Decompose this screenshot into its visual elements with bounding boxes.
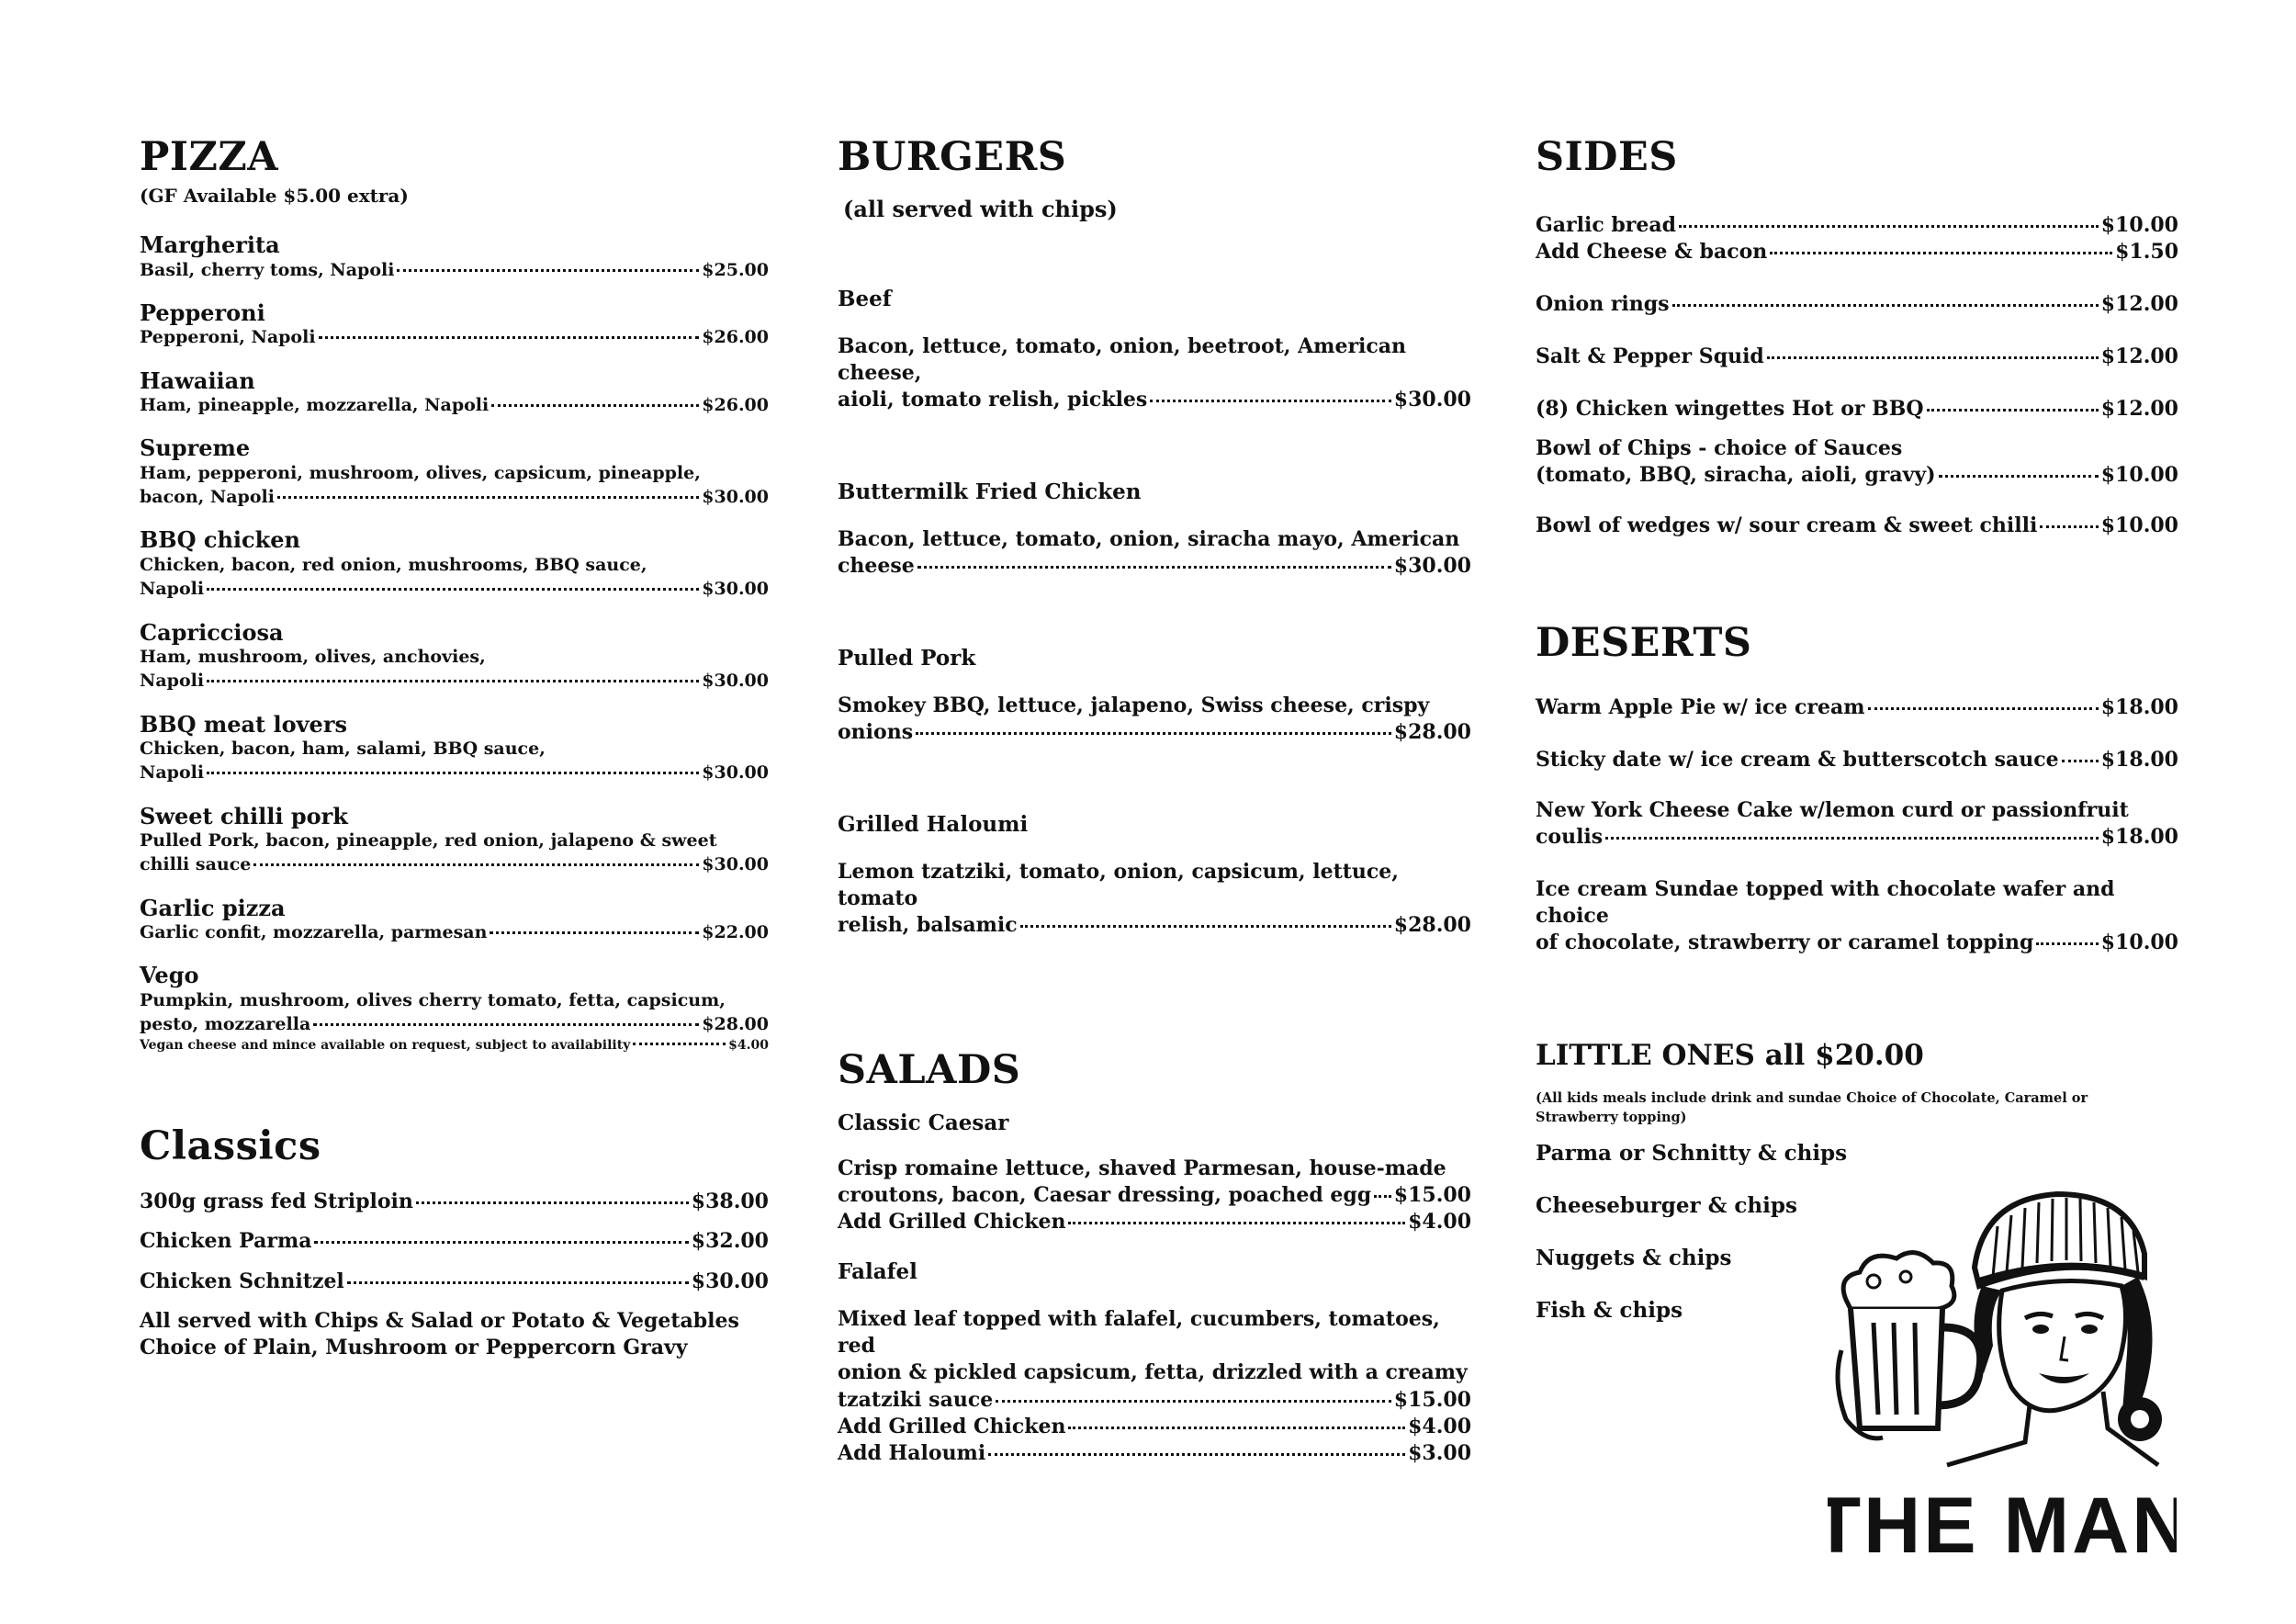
item-price: $18.00 bbox=[2100, 825, 2178, 850]
desc-line: Pumpkin, mushroom, olives cherry tomato, fetta, capsicum, bbox=[140, 990, 726, 1010]
desc-text: Napoli bbox=[140, 579, 205, 600]
item-price: $15.00 bbox=[1393, 1387, 1471, 1412]
column-pizza-classics bbox=[140, 134, 769, 1361]
leader-dots bbox=[319, 336, 700, 339]
desc-line: Ham, mushroom, olives, anchovies, bbox=[140, 647, 486, 668]
item-price: $30.00 bbox=[702, 671, 769, 692]
desc-line: Crisp romaine lettuce, shaved Parmesan, house-made bbox=[838, 1156, 1446, 1181]
desc-text: onions bbox=[838, 720, 914, 745]
desc-line: Smokey BBQ, lettuce, jalapeno, Swiss cheese, crispy bbox=[838, 694, 1430, 718]
desc-text: relish, balsamic bbox=[838, 913, 1018, 938]
desc-last-line bbox=[140, 669, 769, 693]
item-price: $22.00 bbox=[702, 922, 769, 943]
item-price: $30.00 bbox=[702, 854, 769, 875]
item-price: $30.00 bbox=[702, 487, 769, 508]
desc-last-line bbox=[838, 1387, 1471, 1414]
leader-dots bbox=[1672, 304, 2099, 307]
vegan-note-price: $4.00 bbox=[728, 1038, 769, 1054]
menu-item bbox=[1536, 396, 2178, 423]
item-price: $10.00 bbox=[2100, 513, 2178, 538]
falafel-name: Falafel bbox=[838, 1259, 917, 1285]
the-man-logo bbox=[1828, 1190, 2177, 1557]
kids-item: Fish & chips bbox=[1536, 1297, 1683, 1323]
item-price: $30.00 bbox=[1393, 554, 1471, 579]
leader-dots bbox=[207, 772, 699, 774]
item-price: $10.00 bbox=[2100, 930, 2178, 955]
add-on-price: $4.00 bbox=[1408, 1210, 1471, 1235]
leader-dots bbox=[1868, 707, 2099, 710]
column-sides-deserts bbox=[1536, 134, 2178, 1323]
leader-dots bbox=[2040, 525, 2098, 528]
item-name: Onion rings bbox=[1536, 292, 1670, 317]
menu-item bbox=[1536, 435, 2178, 489]
leader-dots bbox=[917, 566, 1391, 569]
burgers-note: (all served with chips) bbox=[843, 196, 1118, 222]
desc-last-line bbox=[140, 325, 769, 349]
classics-note-1: All served with Chips & Salad or Potato & Vegetables bbox=[140, 1308, 739, 1333]
burger-desc bbox=[838, 859, 1471, 939]
pizza-name: Garlic pizza bbox=[140, 894, 286, 921]
desc-last-line bbox=[1536, 930, 2178, 956]
leader-dots bbox=[996, 1400, 1391, 1403]
burger-desc bbox=[838, 333, 1471, 413]
menu-item bbox=[1536, 694, 2178, 721]
pizza-item bbox=[140, 435, 769, 509]
desc-text: Pepperoni, Napoli bbox=[140, 327, 316, 348]
burger-item bbox=[838, 646, 1471, 746]
desc-text: Napoli bbox=[140, 671, 205, 692]
add-on-row bbox=[838, 1440, 1471, 1467]
leader-dots bbox=[1605, 837, 2099, 840]
pizza-name: Pepperoni bbox=[140, 299, 265, 326]
desc-text: Ham, pineapple, mozzarella, Napoli bbox=[140, 395, 490, 416]
kids-item: Cheeseburger & chips bbox=[1536, 1192, 1797, 1218]
item-price: $10.00 bbox=[2100, 463, 2178, 488]
leader-dots bbox=[253, 863, 699, 866]
menu-item bbox=[1536, 747, 2178, 773]
pizza-gf-note: (GF Available $5.00 extra) bbox=[140, 185, 409, 207]
desc-line: Bowl of Chips - choice of Sauces bbox=[1536, 436, 1903, 461]
kids-item: Nuggets & chips bbox=[1536, 1245, 1732, 1270]
burger-item bbox=[838, 287, 1471, 413]
desc-text: of chocolate, strawberry or caramel topping bbox=[1536, 930, 2034, 955]
desc-text: cheese bbox=[838, 554, 915, 579]
pizza-item bbox=[140, 368, 769, 418]
desc-last-line bbox=[838, 719, 1471, 746]
leader-dots bbox=[491, 404, 699, 407]
add-on-price: $1.50 bbox=[2115, 240, 2178, 265]
desc-last-line bbox=[838, 387, 1471, 413]
desc-text: Napoli bbox=[140, 762, 205, 784]
leader-dots bbox=[1939, 475, 2099, 478]
item-name: Sticky date w/ ice cream & butterscotch sauce bbox=[1536, 748, 2059, 773]
desc-line: Bacon, lettuce, tomato, onion, beetroot, American cheese, bbox=[838, 334, 1407, 386]
deserts-list bbox=[1536, 694, 2178, 956]
pizza-item bbox=[140, 232, 769, 282]
menu-item bbox=[1536, 291, 2178, 318]
desc-text: croutons, bacon, Caesar dressing, poached egg bbox=[838, 1183, 1372, 1208]
item-name: Salt & Pepper Squid bbox=[1536, 344, 1764, 369]
desc-last-line bbox=[838, 553, 1471, 580]
desc-line: Bacon, lettuce, tomato, onion, siracha mayo, American bbox=[838, 527, 1460, 552]
add-on-row bbox=[838, 1209, 1471, 1235]
pizza-item bbox=[140, 300, 769, 350]
desc-line: Pulled Pork, bacon, pineapple, red onion, jalapeno & sweet bbox=[140, 830, 717, 851]
pizza-name: BBQ meat lovers bbox=[140, 710, 347, 738]
desc-last-line bbox=[838, 912, 1471, 939]
vegan-note-text: Vegan cheese and mince available on request, subject to availability bbox=[140, 1038, 631, 1054]
leader-dots bbox=[1068, 1427, 1405, 1429]
burger-item bbox=[838, 479, 1471, 580]
desc-last-line bbox=[140, 761, 769, 784]
desc-line: onion & pickled capsicum, fetta, drizzled with a creamy bbox=[838, 1360, 1468, 1385]
add-on-row bbox=[838, 1414, 1471, 1440]
item-price: $30.00 bbox=[1393, 388, 1471, 412]
desc-last-line bbox=[140, 258, 769, 282]
item-name: (8) Chicken wingettes Hot or BBQ bbox=[1536, 397, 1924, 422]
desc-line: Lemon tzatziki, tomato, onion, capsicum, lettuce, tomato bbox=[838, 860, 1399, 911]
menu-item bbox=[140, 1189, 769, 1215]
pizza-name: Capricciosa bbox=[140, 618, 284, 646]
leader-dots bbox=[2062, 760, 2099, 762]
desc-text: chilli sauce bbox=[140, 854, 252, 875]
desc-last-line bbox=[1536, 462, 2178, 489]
desc-last-line bbox=[1536, 824, 2178, 851]
item-price: $28.00 bbox=[1393, 720, 1471, 745]
desc-last-line bbox=[140, 1012, 769, 1036]
burger-desc bbox=[838, 526, 1471, 580]
menu-item bbox=[1536, 344, 2178, 370]
leader-dots bbox=[1770, 252, 2112, 254]
add-on-price: $3.00 bbox=[1408, 1440, 1471, 1465]
leader-dots bbox=[207, 680, 699, 682]
menu-item bbox=[1536, 513, 2178, 539]
classics-note-2: Choice of Plain, Mushroom or Peppercorn Gravy bbox=[140, 1335, 688, 1359]
item-price: $30.00 bbox=[702, 579, 769, 600]
item-name: Chicken Parma bbox=[140, 1229, 312, 1254]
item-price: $26.00 bbox=[702, 395, 769, 416]
pizza-name: Margherita bbox=[140, 231, 280, 258]
item-name: Garlic bread bbox=[1536, 213, 1677, 237]
pizza-name: Sweet chilli pork bbox=[140, 802, 348, 829]
little-ones-title: LITTLE ONES all $20.00 bbox=[1536, 1039, 1924, 1073]
leader-dots bbox=[277, 496, 699, 499]
burgers-title: BURGERS bbox=[838, 134, 1067, 180]
item-name: Warm Apple Pie w/ ice cream bbox=[1536, 695, 1865, 720]
pizza-title: PIZZA bbox=[140, 134, 279, 180]
burger-name: Grilled Haloumi bbox=[838, 812, 1029, 838]
menu-item bbox=[140, 1228, 769, 1255]
salads-title: SALADS bbox=[838, 1047, 1021, 1094]
item-price: $12.00 bbox=[2100, 397, 2178, 422]
add-on-name: Add Cheese & bacon bbox=[1536, 240, 1768, 265]
item-price: $30.00 bbox=[691, 1269, 769, 1293]
leader-dots bbox=[2036, 942, 2098, 945]
desc-line: Ice cream Sundae topped with chocolate wafer and choice bbox=[1536, 877, 2115, 929]
burger-name: Pulled Pork bbox=[838, 646, 976, 671]
sides-list bbox=[1536, 212, 2178, 539]
pizza-name: Supreme bbox=[140, 434, 251, 462]
menu-item bbox=[1536, 797, 2178, 851]
desc-last-line bbox=[140, 485, 769, 509]
classics-title: Classics bbox=[140, 1123, 321, 1170]
leader-dots bbox=[1679, 225, 2099, 228]
desc-text: coulis bbox=[1536, 825, 1604, 850]
pizza-item bbox=[140, 963, 769, 1036]
burger-name: Beef bbox=[838, 287, 892, 311]
desc-line: Ham, pepperoni, mushroom, olives, capsicum, pineapple, bbox=[140, 463, 701, 484]
desc-line: Chicken, bacon, ham, salami, BBQ sauce, bbox=[140, 739, 546, 760]
logo-text: THE MAN bbox=[1828, 1482, 2177, 1557]
pizza-name: Hawaiian bbox=[140, 367, 255, 394]
item-name: Chicken Schnitzel bbox=[140, 1269, 344, 1293]
burger-name: Buttermilk Fried Chicken bbox=[838, 479, 1142, 505]
leader-dots bbox=[1020, 925, 1391, 928]
add-on-name: Add Haloumi bbox=[838, 1440, 986, 1465]
desc-line: Chicken, bacon, red onion, mushrooms, BBQ sauce, bbox=[140, 555, 647, 576]
leader-dots bbox=[313, 1023, 699, 1026]
kids-item: Parma or Schnitty & chips bbox=[1536, 1140, 1848, 1166]
item-price: $38.00 bbox=[691, 1190, 769, 1214]
burger-list bbox=[838, 287, 1471, 939]
deserts-title: DESERTS bbox=[1536, 620, 1752, 667]
sides-title: SIDES bbox=[1536, 134, 1678, 180]
pizza-item bbox=[140, 804, 769, 877]
leader-dots bbox=[207, 588, 699, 591]
desc-text: (tomato, BBQ, siracha, aioli, gravy) bbox=[1536, 463, 1936, 488]
vegan-note bbox=[140, 1036, 769, 1055]
little-ones-note: (All kids meals include drink and sundae Choice of Chocolate, Caramel or Strawberry topping) bbox=[1536, 1090, 2088, 1126]
desc-text: pesto, mozzarella bbox=[140, 1014, 311, 1035]
pizza-list bbox=[140, 232, 769, 1036]
column-burgers-salads bbox=[838, 134, 1471, 1467]
desc-text: tzatziki sauce bbox=[838, 1387, 994, 1412]
burger-item bbox=[838, 812, 1471, 939]
caesar-desc bbox=[838, 1156, 1471, 1235]
leader-dots bbox=[416, 1201, 689, 1204]
add-on-name: Add Grilled Chicken bbox=[838, 1414, 1066, 1438]
leader-dots bbox=[347, 1281, 689, 1284]
desc-last-line bbox=[140, 920, 769, 944]
desc-text: bacon, Napoli bbox=[140, 487, 275, 508]
item-price: $28.00 bbox=[1393, 913, 1471, 938]
item-name: 300g grass fed Striploin bbox=[140, 1190, 413, 1214]
menu-item bbox=[140, 1269, 769, 1295]
leader-dots bbox=[1767, 356, 2099, 359]
desc-last-line bbox=[140, 852, 769, 876]
item-price: $10.00 bbox=[2100, 213, 2178, 237]
item-price: $18.00 bbox=[2100, 748, 2178, 773]
item-price: $18.00 bbox=[2100, 695, 2178, 720]
leader-dots bbox=[1068, 1222, 1405, 1224]
desc-text: Garlic confit, mozzarella, parmesan bbox=[140, 922, 488, 943]
leader-dots bbox=[1927, 409, 2099, 412]
menu-item bbox=[1536, 212, 2178, 239]
pizza-item bbox=[140, 527, 769, 601]
burger-desc bbox=[838, 693, 1471, 746]
desc-text: Basil, cherry toms, Napoli bbox=[140, 259, 395, 280]
pizza-item bbox=[140, 620, 769, 694]
add-on-row bbox=[1536, 239, 2178, 265]
item-price: $15.00 bbox=[1393, 1183, 1471, 1208]
desc-line: New York Cheese Cake w/lemon curd or passionfruit bbox=[1536, 798, 2129, 823]
item-price: $28.00 bbox=[702, 1014, 769, 1035]
desc-last-line bbox=[140, 577, 769, 601]
pizza-name: BBQ chicken bbox=[140, 526, 300, 554]
item-price: $32.00 bbox=[691, 1229, 769, 1254]
desc-line: Mixed leaf topped with falafel, cucumbers, tomatoes, red bbox=[838, 1307, 1440, 1359]
leader-dots bbox=[490, 931, 699, 934]
leader-dots bbox=[1150, 400, 1390, 402]
desc-last-line bbox=[838, 1182, 1471, 1209]
pizza-name: Vego bbox=[140, 962, 199, 989]
item-price: $12.00 bbox=[2100, 344, 2178, 369]
caesar-name: Classic Caesar bbox=[838, 1111, 1009, 1136]
item-price: $26.00 bbox=[702, 327, 769, 348]
pizza-item bbox=[140, 712, 769, 785]
leader-dots bbox=[916, 732, 1391, 735]
item-price: $12.00 bbox=[2100, 292, 2178, 317]
item-price: $30.00 bbox=[702, 762, 769, 784]
leader-dots bbox=[1374, 1195, 1391, 1198]
leader-dots bbox=[633, 1043, 726, 1045]
classics-list bbox=[140, 1189, 769, 1360]
menu-item bbox=[1536, 876, 2178, 956]
leader-dots bbox=[988, 1453, 1405, 1456]
leader-dots bbox=[397, 269, 699, 272]
item-name: Bowl of wedges w/ sour cream & sweet chilli bbox=[1536, 513, 2038, 538]
desc-text: aioli, tomato relish, pickles bbox=[838, 388, 1148, 412]
pizza-item bbox=[140, 896, 769, 945]
leader-dots bbox=[314, 1241, 688, 1244]
woman-with-beer-icon bbox=[1828, 1190, 2177, 1557]
falafel-desc bbox=[838, 1306, 1471, 1466]
item-price: $25.00 bbox=[702, 259, 769, 280]
desc-last-line bbox=[140, 393, 769, 417]
add-on-price: $4.00 bbox=[1408, 1414, 1471, 1438]
add-on-name: Add Grilled Chicken bbox=[838, 1210, 1066, 1235]
